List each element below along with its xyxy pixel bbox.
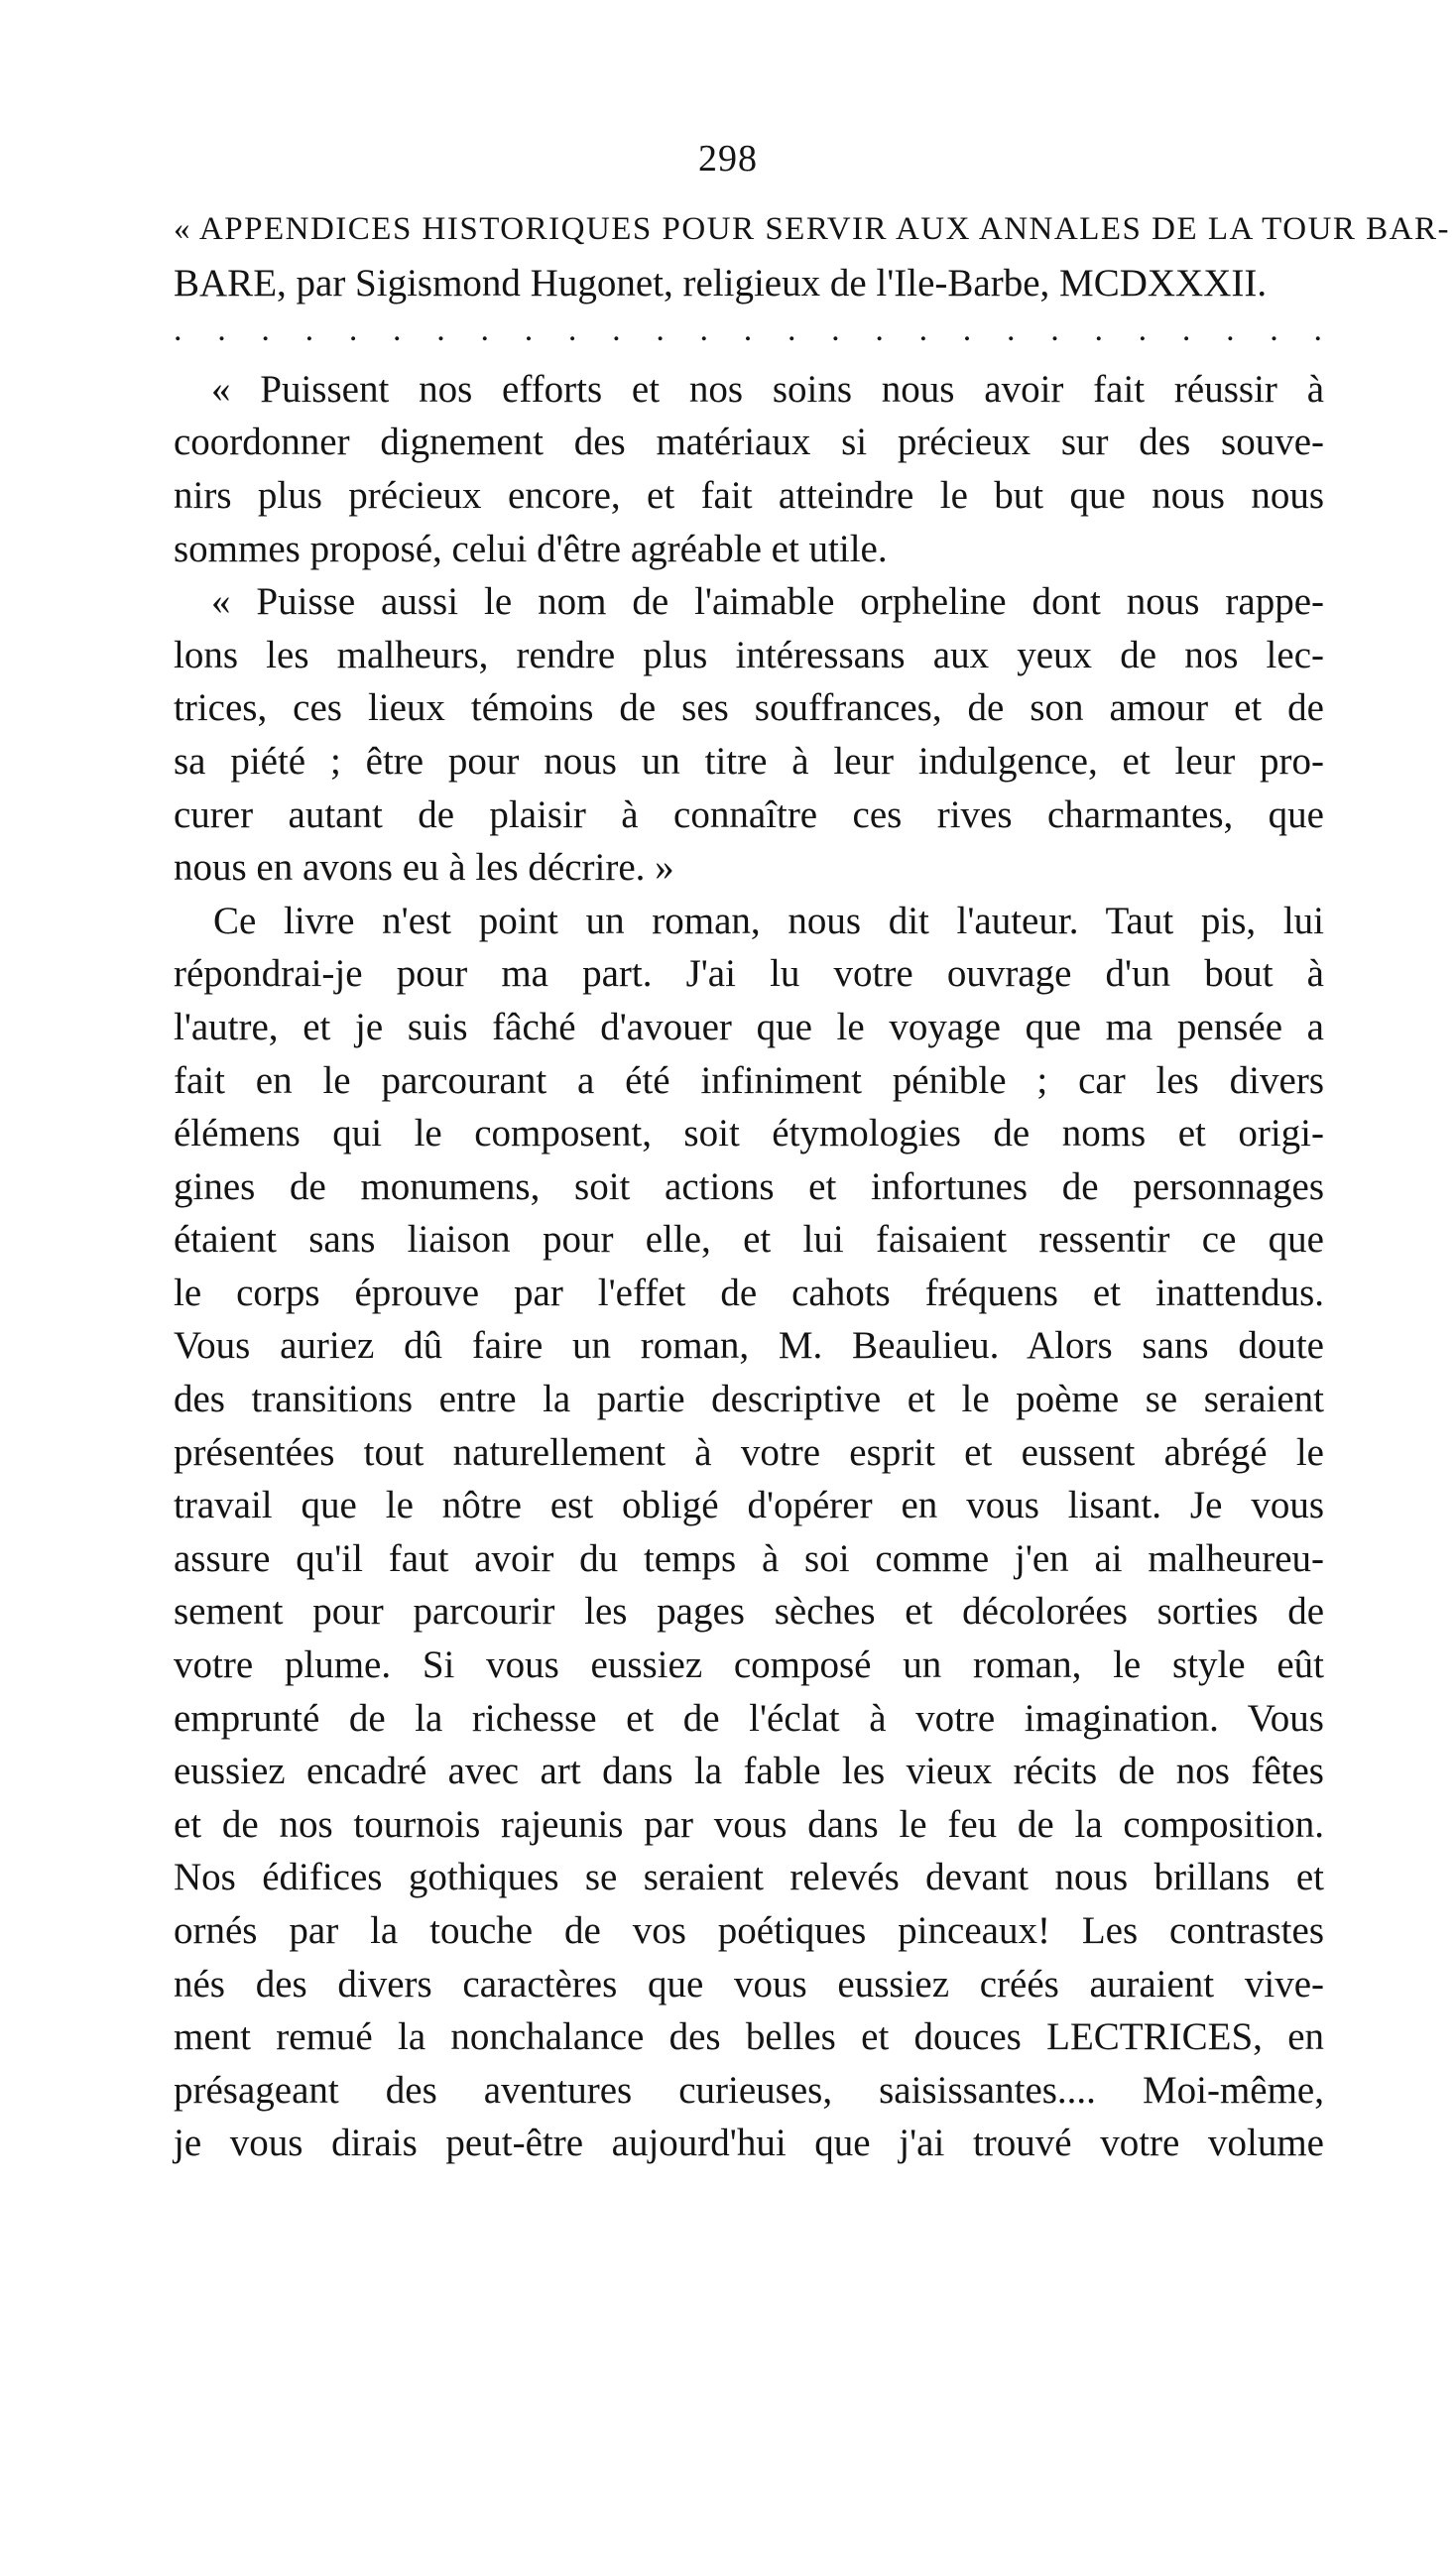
page-number: 298 [698,138,758,180]
text-line: nés des divers caractères que vous eussiez créés auraient vive- [174,1962,1324,2005]
text-line: ment remué la nonchalance des belles et douces LECTRICES, en [174,2015,1324,2059]
text-line: le corps éprouve par l'effet de cahots fréquens et inattendus. [174,1271,1324,1314]
page-text [174,203,1451,2170]
text-line: fait en le parcourant a été infiniment pénible ; car les divers [174,1058,1324,1102]
text-line: votre plume. Si vous eussiez composé un roman, le style eût [174,1643,1324,1687]
text-line: Ce livre n'est point un roman, nous dit l'auteur. Taut pis, lui [213,899,1324,942]
heading-line: BARE, par Sigismond Hugonet, religieux de l'Ile-Barbe, MCDXXXII. [174,261,1268,304]
text-line: gines de monumens, soit actions et infortunes de personnages [174,1164,1324,1208]
text-line: nirs plus précieux encore, et fait atteindre le but que nous nous [174,473,1324,517]
text-line: ornés par la touche de vos poétiques pinceaux! Les contrastes [174,1909,1324,1952]
ellipsis-row: . . . . . . . . . . . . . . . . . . . . . . . . . . . [174,311,1324,349]
text-line: je vous dirais peut-être aujourd'hui que j'ai trouvé votre volume [174,2122,1324,2165]
text-line: trices, ces lieux témoins de ses souffrances, de son amour et de [174,686,1324,730]
text-line: des transitions entre la partie descriptive et le poème se seraient [174,1378,1324,1421]
text-line: étaient sans liaison pour elle, et lui faisaient ressentir ce que [174,1218,1324,1262]
text-line: curer autant de plaisir à connaître ces rives charmantes, que [174,792,1324,836]
text-line: assure qu'il faut avoir du temps à soi comme j'en ai malheureu- [174,1536,1324,1580]
text-line: coordonner dignement des matériaux si précieux sur des souve- [174,421,1324,464]
text-line: sement pour parcourir les pages sèches et décolorées sorties de [174,1590,1324,1634]
text-line: nous en avons eu à les décrire. » [174,846,674,890]
text-line: eussiez encadré avec art dans la fable les vieux récits de nos fêtes [174,1750,1324,1793]
text-line: sa piété ; être pour nous un titre à leur indulgence, et leur pro- [174,739,1324,783]
text-line: sommes proposé, celui d'être agréable et utile. [174,527,888,570]
text-line: « Puisse aussi le nom de l'aimable orpheline dont nous rappe- [211,580,1324,624]
text-line: Nos édifices gothiques se seraient relevés devant nous brillans et [174,1856,1324,1899]
text-line: et de nos tournois rajeunis par vous dans le feu de la composition. [174,1802,1324,1846]
text-line: élémens qui le composent, soit étymologies de noms et origi- [174,1112,1324,1155]
text-line: travail que le nôtre est obligé d'opérer en vous lisant. Je vous [174,1484,1324,1527]
text-line: l'autre, et je suis fâché d'avouer que le voyage que ma pensée a [174,1005,1324,1048]
text-line: présageant des aventures curieuses, saisissantes.... Moi-même, [174,2068,1324,2112]
text-line: Vous auriez dû faire un roman, M. Beaulieu. Alors sans doute [174,1324,1324,1368]
text-line: répondrai-je pour ma part. J'ai lu votre ouvrage d'un bout à [174,952,1324,996]
text-line: lons les malheurs, rendre plus intéressans aux yeux de nos lec- [174,633,1324,676]
text-line: présentées tout naturellement à votre esprit et eussent abrégé le [174,1430,1324,1474]
text-line: emprunté de la richesse et de l'éclat à votre imagination. Vous [174,1696,1324,1740]
text-line: « Puissent nos efforts et nos soins nous avoir fait réussir à [211,367,1324,411]
heading-line: « APPENDICES HISTORIQUES POUR SERVIR AUX ANNALES DE LA TOUR BAR- [174,211,1451,247]
